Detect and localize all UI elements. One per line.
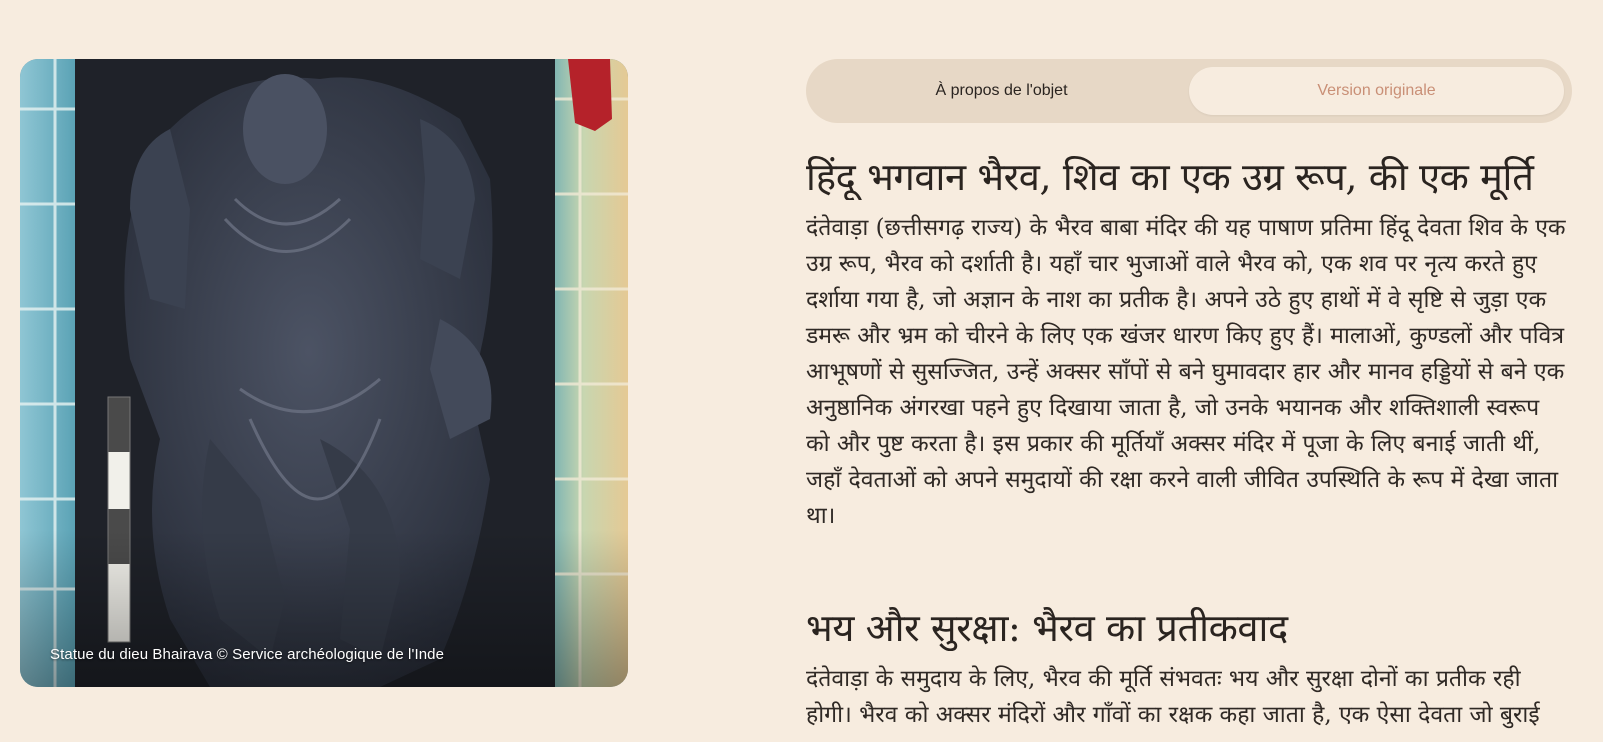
object-photo — [20, 59, 628, 687]
object-details — [806, 59, 1572, 733]
language-toggle — [806, 59, 1572, 123]
tab-about-object[interactable]: À propos de l'objet — [935, 82, 1068, 99]
section-body-symbolism: दंतेवाड़ा के समुदाय के लिए, भैरव की मूर्ति संभवतः भय और सुरक्षा दोनों का प्रतीक रही होगी। भैरव को अक्सर मंदिरों और गाँवों का रक्षक कहा जाता है, एक ऐसा देवता जो बुराई — [806, 665, 1540, 728]
image-caption: Statue du dieu Bhairava © Service archéologique de l'Inde — [50, 646, 445, 663]
section-body-main: दंतेवाड़ा (छत्तीसगढ़ राज्य) के भैरव बाबा मंदिर की यह पाषाण प्रतिमा हिंदू देवता शिव के एक उग्र रूप, भैरव को दर्शाती है। यहाँ चार भुजाओं वाले भैरव को, एक शव पर नृत्य करते हुए दर्शाया गया है, जो अज्ञान के नाश का प्रतीक है। अपने उठे हुए हाथों में वे सृष्टि से जुड़ा एक डमरू और भ्रम को चीरने के लिए एक खंजर धारण किए हुए हैं। मालाओं, कुण्डलों और पवित्र आभूषणों से सुसज्जित, उन्हें अक्सर साँपों से बने घुमावदार हार और मानव हड्डियों से बने एक अनुष्ठानिक अंगरखा पहने हुए दिखाया जाता है, जो उनके भयानक और शक्तिशाली स्वरूप को और पुष्ट करता है। इस प्रकार की मूर्तियाँ अक्सर मंदिर में पूजा के लिए बनाई जाती थीं, जहाँ देवताओं को अपने समुदायों की रक्षा करने वाली जीवित उपस्थिति के रूप में देखा जाता था। — [806, 214, 1566, 529]
section-title-symbolism: भय और सुरक्षा: भैरव का प्रतीकवाद — [806, 605, 1288, 650]
statue-photo-icon — [20, 59, 628, 687]
tab-original-version[interactable]: Version originale — [1189, 67, 1564, 115]
section-title-main: हिंदू भगवान भैरव, शिव का एक उग्र रूप, की एक मूर्ति — [806, 155, 1534, 199]
